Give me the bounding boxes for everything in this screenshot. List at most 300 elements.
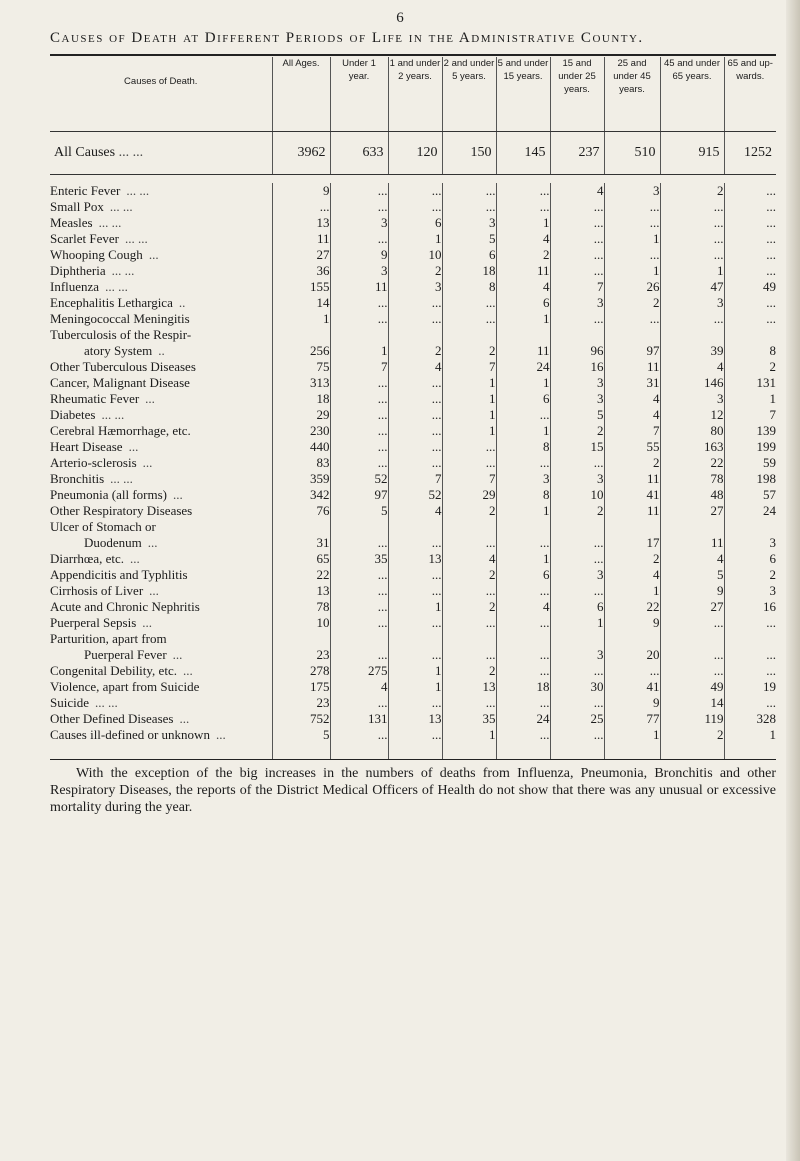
cell-value: ... — [724, 199, 776, 215]
cell-value: ... — [724, 247, 776, 263]
leader-dots: ... ... — [101, 407, 125, 422]
cell-value: 30 — [550, 679, 604, 695]
table-row — [50, 183, 776, 199]
table-row — [50, 199, 776, 215]
cause-label — [50, 583, 272, 599]
cell-value: 1 — [660, 263, 724, 279]
cell-value: 199 — [724, 439, 776, 455]
cell-value: ... — [496, 695, 550, 711]
cell-value: ... — [660, 647, 724, 663]
cell-value: 2 — [442, 663, 496, 679]
cell-value: ... — [724, 647, 776, 663]
cause-label — [50, 615, 272, 631]
cell-value: ... — [660, 199, 724, 215]
cause-label — [50, 647, 272, 663]
cell-value: ... — [388, 423, 442, 439]
all-causes-value: 510 — [604, 132, 660, 175]
table-row — [50, 231, 776, 247]
cell-value: 13 — [272, 215, 330, 231]
cell-value — [272, 519, 330, 535]
cell-value: ... — [388, 391, 442, 407]
cell-value: 5 — [442, 231, 496, 247]
cell-value: 3 — [550, 391, 604, 407]
cause-label — [50, 503, 272, 519]
cell-value: 3 — [660, 295, 724, 311]
cause-name: Suicide — [50, 695, 89, 710]
cell-value: 15 — [550, 439, 604, 455]
cell-value: 5 — [272, 727, 330, 743]
leader-dots: ... — [149, 583, 159, 598]
cell-value: 27 — [660, 599, 724, 615]
cell-value: ... — [604, 199, 660, 215]
table-row — [50, 215, 776, 231]
cell-value: 2 — [604, 455, 660, 471]
cell-value: 35 — [442, 711, 496, 727]
cell-value: ... — [604, 311, 660, 327]
cause-name: Appendicitis and Typhlitis — [50, 567, 188, 582]
cell-value — [388, 631, 442, 647]
cell-value: 4 — [388, 359, 442, 375]
cell-value: 36 — [272, 263, 330, 279]
cause-name: Meningococcal Meningitis — [50, 311, 190, 326]
cause-label — [50, 679, 272, 695]
cell-value: 22 — [604, 599, 660, 615]
cell-value: 7 — [724, 407, 776, 423]
leader-dots: ... ... — [109, 199, 133, 214]
cell-value: 29 — [442, 487, 496, 503]
cause-label — [50, 631, 272, 647]
cell-value: 31 — [604, 375, 660, 391]
cause-label — [50, 471, 272, 487]
cell-value: 1 — [604, 727, 660, 743]
leader-dots: ... — [142, 455, 153, 470]
cell-value: 11 — [496, 343, 550, 359]
cell-value: 13 — [388, 551, 442, 567]
cell-value: ... — [550, 199, 604, 215]
cell-value: 77 — [604, 711, 660, 727]
cell-value — [550, 327, 604, 343]
cause-name: Puerperal Fever — [84, 647, 167, 662]
cause-label — [50, 327, 272, 343]
cell-value: ... — [442, 695, 496, 711]
leader-dots: ... ... — [124, 231, 148, 246]
cell-value — [604, 327, 660, 343]
cell-value — [724, 327, 776, 343]
cell-value: 1 — [442, 375, 496, 391]
cell-value: 146 — [660, 375, 724, 391]
cell-value — [660, 327, 724, 343]
cause-label — [50, 359, 272, 375]
cell-value: ... — [388, 311, 442, 327]
cell-value: 11 — [330, 279, 388, 295]
cell-value: 13 — [272, 583, 330, 599]
cell-value: ... — [442, 439, 496, 455]
cell-value: ... — [550, 695, 604, 711]
cause-name: Acute and Chronic Nephritis — [50, 599, 200, 614]
cell-value: 7 — [550, 279, 604, 295]
cell-value: 10 — [272, 615, 330, 631]
cell-value: 9 — [604, 615, 660, 631]
table-row — [50, 359, 776, 375]
cell-value: 2 — [660, 727, 724, 743]
cell-value: 7 — [330, 359, 388, 375]
cell-value: 11 — [604, 503, 660, 519]
cell-value: 22 — [660, 455, 724, 471]
cause-name: Diabetes — [50, 407, 96, 422]
cell-value: ... — [550, 311, 604, 327]
cell-value: 11 — [272, 231, 330, 247]
cause-name: Bronchitis — [50, 471, 105, 486]
cell-value: 2 — [442, 503, 496, 519]
leader-dots: ... — [215, 727, 226, 742]
cell-value: 198 — [724, 471, 776, 487]
column-header: 65 and up-wards. — [724, 57, 776, 132]
cell-value: 97 — [330, 487, 388, 503]
table-row — [50, 455, 776, 471]
cell-value: 13 — [388, 711, 442, 727]
cell-value: ... — [724, 215, 776, 231]
cause-name: Arterio-sclerosis — [50, 455, 137, 470]
leader-dots: ... ... — [105, 279, 128, 294]
cell-value: 1 — [442, 407, 496, 423]
cell-value: 5 — [550, 407, 604, 423]
leader-dots: ... ... — [126, 183, 150, 198]
cell-value: 12 — [660, 407, 724, 423]
cell-value: 8 — [496, 487, 550, 503]
cell-value: 1 — [724, 727, 776, 743]
cell-value: 24 — [724, 503, 776, 519]
cell-value: ... — [724, 311, 776, 327]
cause-label — [50, 711, 272, 727]
cause-label — [50, 663, 272, 679]
cell-value: ... — [550, 583, 604, 599]
leader-dots: ... — [145, 391, 155, 406]
cell-value: ... — [660, 247, 724, 263]
cause-label — [50, 375, 272, 391]
cell-value: 2 — [388, 343, 442, 359]
cause-name: Diphtheria — [50, 263, 106, 278]
cell-value: 3 — [330, 215, 388, 231]
cell-value: ... — [442, 583, 496, 599]
cell-value — [330, 519, 388, 535]
cause-name: atory System — [84, 343, 153, 358]
cell-value: 313 — [272, 375, 330, 391]
table-row — [50, 391, 776, 407]
cell-value: 3 — [550, 567, 604, 583]
cause-label — [50, 439, 272, 455]
cell-value: 26 — [604, 279, 660, 295]
all-causes-value: 633 — [330, 132, 388, 175]
cell-value: 5 — [660, 567, 724, 583]
leader-dots: ... — [147, 535, 158, 550]
column-header: 5 and under 15 years. — [496, 57, 550, 132]
cause-label — [50, 263, 272, 279]
page-number: 6 — [396, 10, 404, 26]
cell-value: 1 — [388, 599, 442, 615]
leader-dots: ... — [179, 711, 190, 726]
cell-value: 278 — [272, 663, 330, 679]
cell-value: ... — [330, 311, 388, 327]
cell-value: 11 — [660, 535, 724, 551]
cell-value: ... — [330, 231, 388, 247]
cell-value: 47 — [660, 279, 724, 295]
cell-value — [724, 631, 776, 647]
cell-value: 7 — [442, 359, 496, 375]
cell-value: ... — [550, 215, 604, 231]
cell-value: 6 — [442, 247, 496, 263]
cell-value: ... — [550, 231, 604, 247]
cell-value: 3 — [550, 471, 604, 487]
cell-value: ... — [330, 391, 388, 407]
table-row — [50, 327, 776, 343]
cause-name: Scarlet Fever — [50, 231, 119, 246]
all-causes-text: All Causes — [54, 145, 116, 160]
cell-value: 24 — [496, 711, 550, 727]
cell-value: ... — [550, 247, 604, 263]
table-row — [50, 343, 776, 359]
cause-label — [50, 311, 272, 327]
cause-name: Congenital Debility, etc. — [50, 663, 177, 678]
table-row — [50, 535, 776, 551]
cell-value: ... — [388, 583, 442, 599]
cell-value: 131 — [330, 711, 388, 727]
cell-value: 230 — [272, 423, 330, 439]
cause-name: Causes ill-defined or unknown — [50, 727, 210, 742]
cell-value: 3 — [388, 279, 442, 295]
all-causes-value: 150 — [442, 132, 496, 175]
cell-value: 1 — [496, 423, 550, 439]
cause-name: Rheumatic Fever — [50, 391, 140, 406]
cell-value: 4 — [604, 391, 660, 407]
column-header: 2 and under 5 years. — [442, 57, 496, 132]
cell-value: ... — [388, 567, 442, 583]
cause-name: Cerebral Hæmorrhage, etc. — [50, 423, 191, 438]
cell-value: 8 — [724, 343, 776, 359]
cell-value — [272, 327, 330, 343]
cause-name: Duodenum — [84, 535, 142, 550]
cell-value: 4 — [660, 551, 724, 567]
cause-label — [50, 599, 272, 615]
cell-value: ... — [388, 727, 442, 743]
cell-value: 342 — [272, 487, 330, 503]
cell-value: 20 — [604, 647, 660, 663]
all-causes-value: 1252 — [724, 132, 776, 175]
cell-value: 3 — [604, 183, 660, 199]
cell-value: 4 — [496, 279, 550, 295]
cause-name: Encephalitis Lethargica — [50, 295, 173, 310]
cell-value: 65 — [272, 551, 330, 567]
cell-value: 7 — [442, 471, 496, 487]
cell-value: ... — [496, 727, 550, 743]
cell-value: ... — [388, 615, 442, 631]
cell-value — [442, 631, 496, 647]
cell-value — [496, 327, 550, 343]
cell-value: ... — [388, 407, 442, 423]
cell-value: 3 — [442, 215, 496, 231]
cell-value: 52 — [388, 487, 442, 503]
leader-dots: ... ... — [110, 471, 133, 486]
leader-dots: ... ... — [118, 145, 144, 160]
cell-value: ... — [442, 615, 496, 631]
cell-value: ... — [330, 183, 388, 199]
cause-name: Tuberculosis of the Respir- — [50, 327, 192, 342]
cell-value: 275 — [330, 663, 388, 679]
cell-value — [660, 519, 724, 535]
cell-value: ... — [660, 231, 724, 247]
cell-value: 23 — [272, 647, 330, 663]
cause-name: Other Defined Diseases — [50, 711, 174, 726]
cell-value: 3 — [330, 263, 388, 279]
cell-value: 4 — [496, 231, 550, 247]
cell-value: 4 — [388, 503, 442, 519]
cell-value: ... — [496, 535, 550, 551]
cell-value: 2 — [442, 343, 496, 359]
cause-label — [50, 455, 272, 471]
cell-value: 155 — [272, 279, 330, 295]
table-row — [50, 423, 776, 439]
cell-value: ... — [660, 311, 724, 327]
cell-value: ... — [442, 199, 496, 215]
cell-value: 139 — [724, 423, 776, 439]
cell-value: ... — [330, 695, 388, 711]
cell-value: 2 — [496, 247, 550, 263]
cell-value: ... — [388, 695, 442, 711]
cell-value: ... — [724, 615, 776, 631]
cell-value: 175 — [272, 679, 330, 695]
table-row — [50, 279, 776, 295]
cell-value: 1 — [388, 231, 442, 247]
table-row — [50, 375, 776, 391]
leader-dots: ... — [172, 487, 183, 502]
cell-value: 440 — [272, 439, 330, 455]
cell-value: ... — [330, 439, 388, 455]
cause-rows — [50, 183, 776, 759]
cell-value: ... — [724, 231, 776, 247]
cell-value: 48 — [660, 487, 724, 503]
cell-value — [272, 631, 330, 647]
cell-value: 16 — [724, 599, 776, 615]
cell-value: 1 — [724, 391, 776, 407]
cell-value: ... — [330, 583, 388, 599]
cell-value: 31 — [272, 535, 330, 551]
cell-value: 49 — [660, 679, 724, 695]
cell-value: ... — [496, 183, 550, 199]
cell-value: 1 — [604, 231, 660, 247]
column-header: 25 and under 45 years. — [604, 57, 660, 132]
cell-value: 11 — [604, 359, 660, 375]
cell-value: 83 — [272, 455, 330, 471]
cell-value: 752 — [272, 711, 330, 727]
table-row — [50, 647, 776, 663]
cell-value: 57 — [724, 487, 776, 503]
cell-value: 9 — [604, 695, 660, 711]
cell-value: 78 — [660, 471, 724, 487]
cell-value — [604, 519, 660, 535]
cell-value: 14 — [272, 295, 330, 311]
cell-value: ... — [604, 247, 660, 263]
cell-value: 4 — [660, 359, 724, 375]
table-row — [50, 711, 776, 727]
cell-value: ... — [272, 199, 330, 215]
leader-dots: ... — [128, 439, 139, 454]
leader-dots: ... ... — [95, 695, 118, 710]
cell-value: 1 — [388, 679, 442, 695]
all-causes-label — [50, 132, 272, 175]
cell-value — [604, 631, 660, 647]
cell-value: ... — [330, 535, 388, 551]
cause-name: Diarrhœa, etc. — [50, 551, 124, 566]
table-row — [50, 263, 776, 279]
cause-label — [50, 727, 272, 743]
cell-value: 24 — [496, 359, 550, 375]
top-rule — [50, 54, 776, 56]
table-row — [50, 247, 776, 263]
cell-value: 8 — [442, 279, 496, 295]
cell-value: 29 — [272, 407, 330, 423]
cell-value: 1 — [272, 311, 330, 327]
cell-value: 11 — [496, 263, 550, 279]
cell-value: 96 — [550, 343, 604, 359]
cell-value: ... — [330, 615, 388, 631]
cell-value: ... — [496, 407, 550, 423]
cell-value: 17 — [604, 535, 660, 551]
column-header: 15 and under 25 years. — [550, 57, 604, 132]
cell-value — [550, 631, 604, 647]
cell-value: 7 — [388, 471, 442, 487]
cause-label — [50, 423, 272, 439]
cause-name: Cirrhosis of Liver — [50, 583, 144, 598]
cause-name: Pneumonia (all forms) — [50, 487, 167, 502]
cell-value: 4 — [496, 599, 550, 615]
table-row — [50, 487, 776, 503]
all-causes-value: 915 — [660, 132, 724, 175]
cell-value: 10 — [388, 247, 442, 263]
cause-label — [50, 215, 272, 231]
cell-value: 25 — [550, 711, 604, 727]
cause-label — [50, 247, 272, 263]
cause-name: Ulcer of Stomach or — [50, 519, 156, 534]
cell-value: ... — [604, 215, 660, 231]
cell-value: 41 — [604, 487, 660, 503]
cell-value — [496, 631, 550, 647]
cell-value: 2 — [550, 423, 604, 439]
cell-value: 256 — [272, 343, 330, 359]
cell-value: 6 — [388, 215, 442, 231]
cell-value: ... — [550, 663, 604, 679]
cell-value: 4 — [330, 679, 388, 695]
cause-label — [50, 199, 272, 215]
cell-value: ... — [330, 295, 388, 311]
cause-label — [50, 535, 272, 551]
cause-label — [50, 295, 272, 311]
cell-value: 75 — [272, 359, 330, 375]
cause-name: Puerperal Sepsis — [50, 615, 137, 630]
cell-value: ... — [330, 423, 388, 439]
cause-name: Small Pox — [50, 199, 104, 214]
cell-value: ... — [442, 295, 496, 311]
cell-value: 6 — [496, 295, 550, 311]
cell-value: 2 — [724, 359, 776, 375]
column-header: 1 and under 2 years. — [388, 57, 442, 132]
table-row — [50, 311, 776, 327]
cell-value — [330, 327, 388, 343]
cell-value: 1 — [442, 391, 496, 407]
all-causes-value: 120 — [388, 132, 442, 175]
cell-value: ... — [388, 439, 442, 455]
cause-name: Cancer, Malignant Disease — [50, 375, 190, 390]
cell-value: 1 — [496, 551, 550, 567]
cell-value: 2 — [442, 567, 496, 583]
